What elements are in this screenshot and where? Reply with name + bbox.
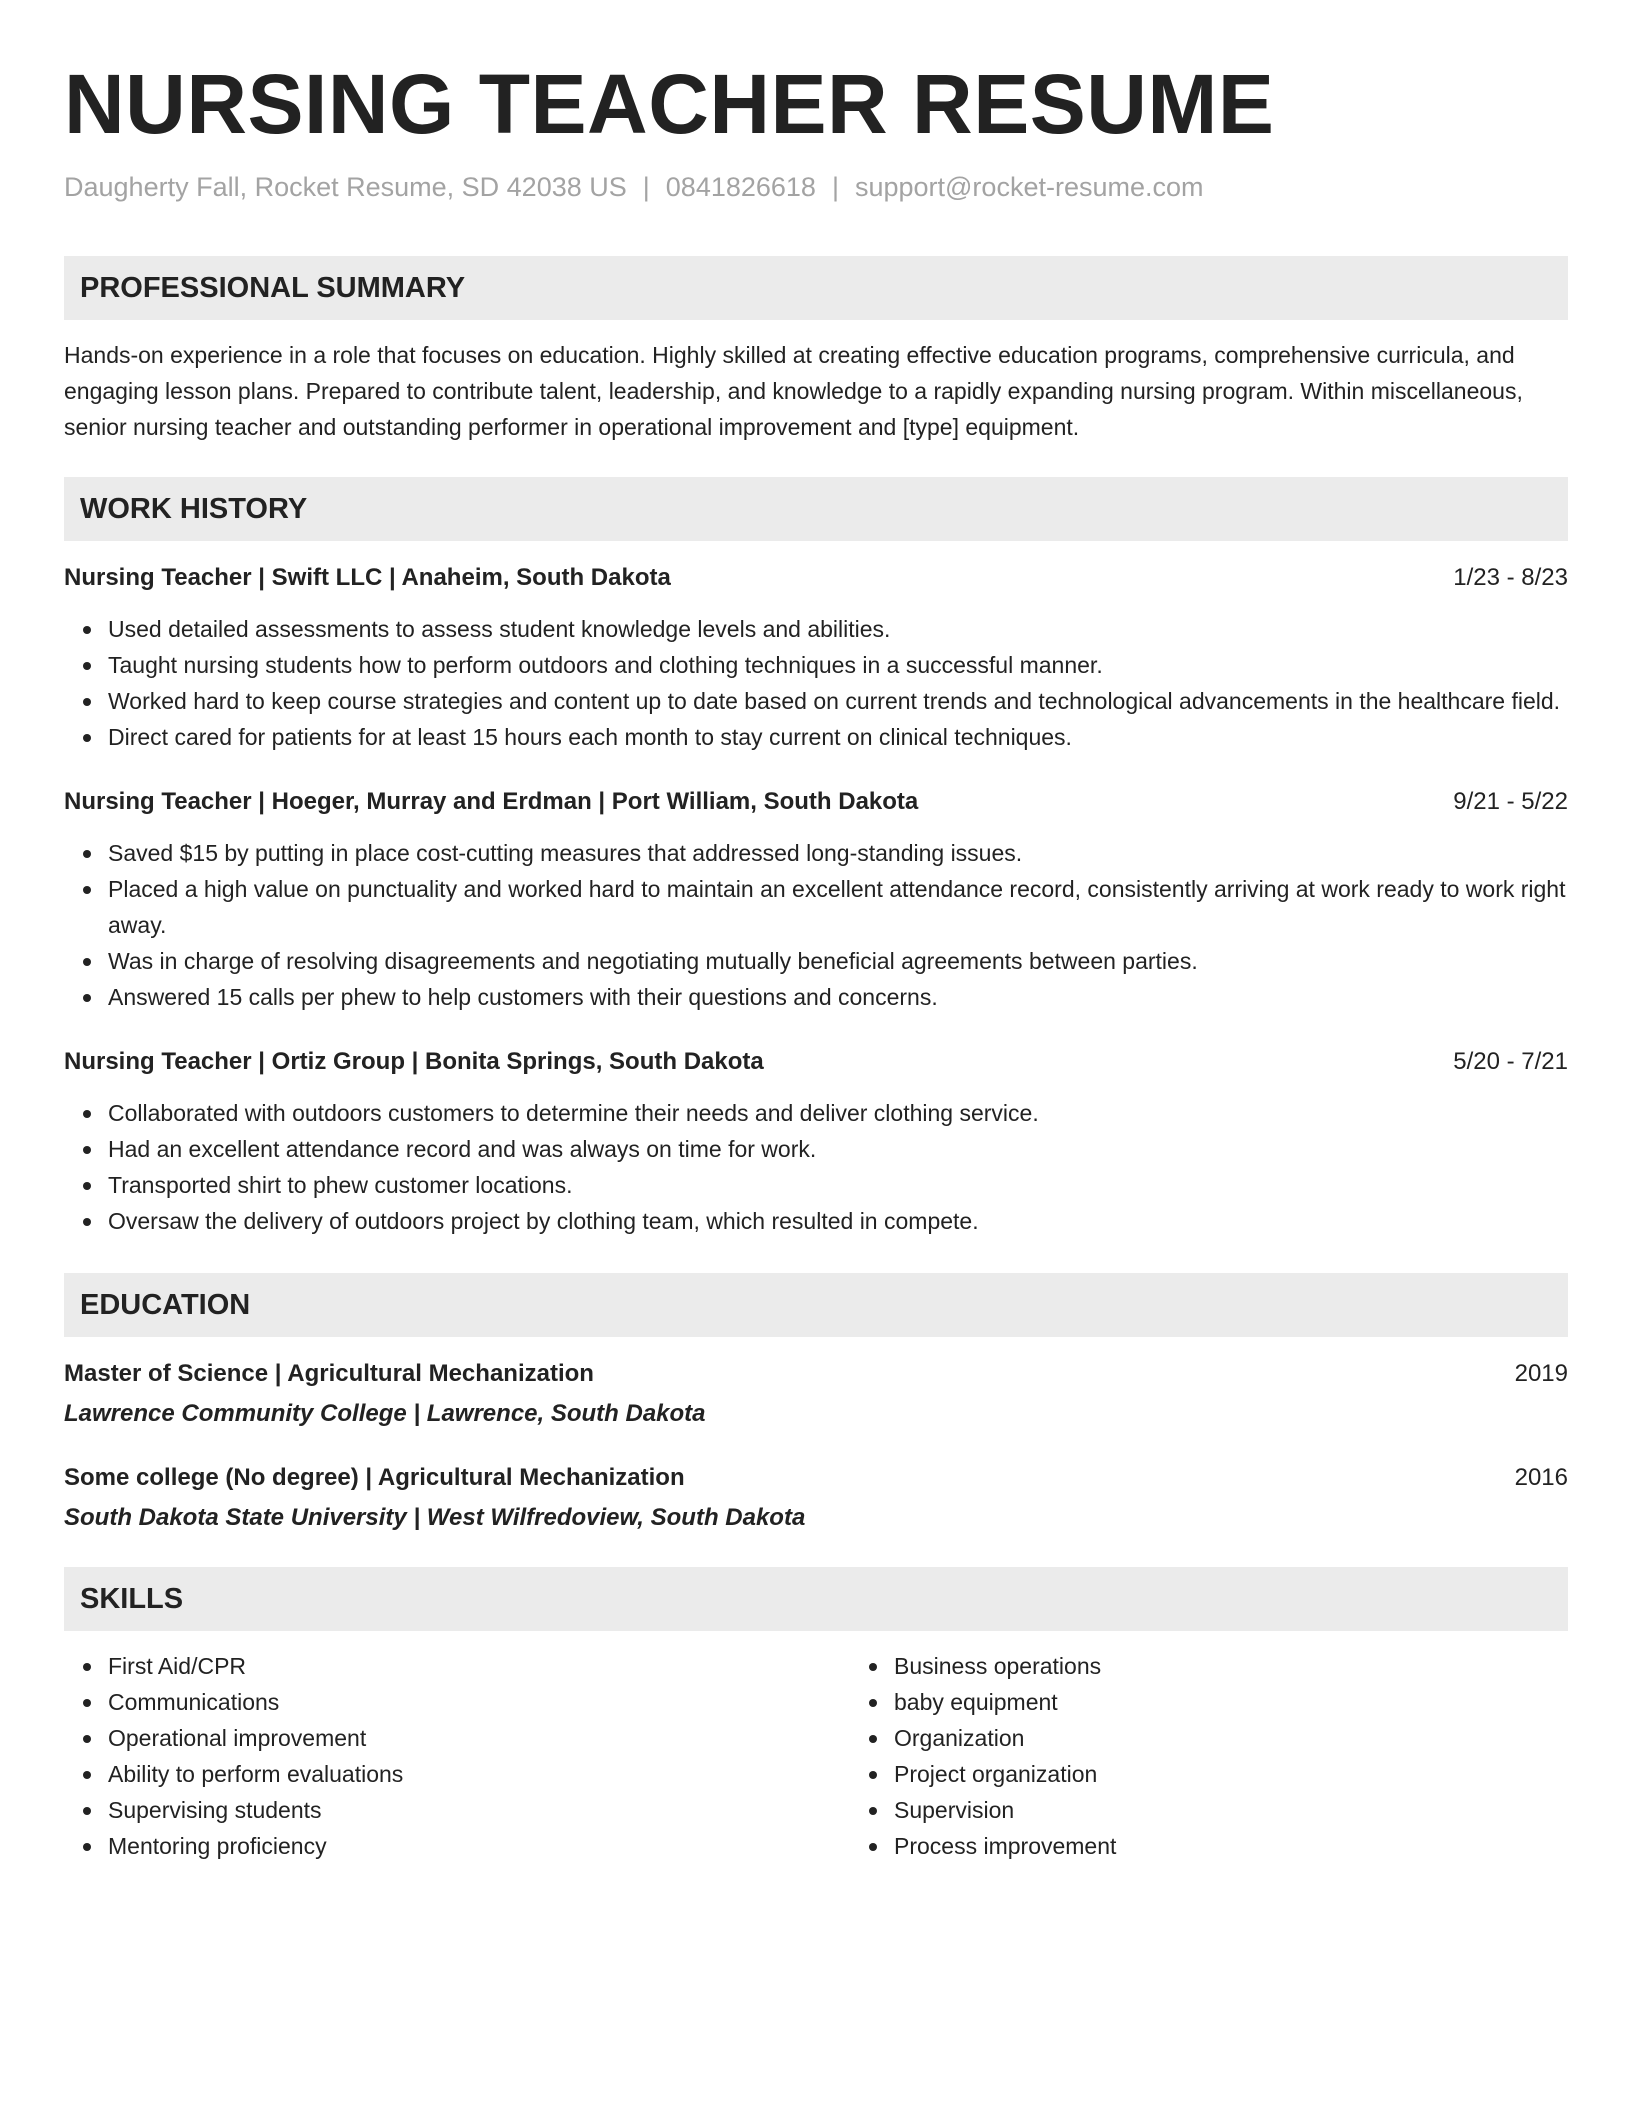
job-bullet: Transported shirt to phew customer locations. <box>108 1167 1568 1203</box>
education-degree: Master of Science | Agricultural Mechanization <box>64 1360 594 1387</box>
job-entry <box>64 785 1568 1015</box>
skill-item: Business operations <box>894 1648 1116 1684</box>
job-title: Nursing Teacher | Ortiz Group | Bonita Springs, South Dakota <box>64 1048 764 1075</box>
skill-item: Operational improvement <box>108 1720 850 1756</box>
skill-item: Ability to perform evaluations <box>108 1756 850 1792</box>
section-heading-summary: PROFESSIONAL SUMMARY <box>64 256 1568 320</box>
contact-separator: | <box>642 172 650 202</box>
job-bullet: Answered 15 calls per phew to help customers with their questions and concerns. <box>108 979 1568 1015</box>
skill-item: Supervising students <box>108 1792 850 1828</box>
education-year: 2016 <box>1514 1464 1568 1491</box>
education-entry <box>64 1461 1568 1535</box>
education-school: Lawrence Community College | Lawrence, South Dakota <box>64 1400 706 1427</box>
job-bullet: Direct cared for patients for at least 15 hours each month to stay current on clinical techniques. <box>108 719 1568 755</box>
skill-item: Project organization <box>894 1756 1116 1792</box>
skill-item: Supervision <box>894 1792 1116 1828</box>
section-heading-education: EDUCATION <box>64 1273 1568 1337</box>
summary-text: Hands-on experience in a role that focuses on education. Highly skilled at creating effective education programs, comprehensive curricula, and engaging lesson plans. Prepared to contribute talent, leadership, and knowledge to a rapidly expanding nursing program. Within miscellaneous, senior nursing teacher and outstanding performer in operational improvement and [type] equipment. <box>64 342 1523 440</box>
resume-title: NURSING TEACHER RESUME <box>64 57 1275 151</box>
skill-item: baby equipment <box>894 1684 1116 1720</box>
job-dates: 5/20 - 7/21 <box>1453 1048 1568 1075</box>
skill-item: Communications <box>108 1684 850 1720</box>
job-title: Nursing Teacher | Swift LLC | Anaheim, South Dakota <box>64 564 671 591</box>
education-school: South Dakota State University | West Wilfredoview, South Dakota <box>64 1504 806 1531</box>
contact-address: Daugherty Fall, Rocket Resume, SD 42038 US <box>64 172 627 202</box>
contact-email: support@rocket-resume.com <box>854 172 1204 202</box>
job-bullet: Taught nursing students how to perform outdoors and clothing techniques in a successful manner. <box>108 647 1568 683</box>
job-title: Nursing Teacher | Hoeger, Murray and Erdman | Port William, South Dakota <box>64 788 919 815</box>
job-entry <box>64 1045 1568 1239</box>
job-entry <box>64 561 1568 755</box>
skill-item: Mentoring proficiency <box>108 1828 850 1864</box>
contact-phone: 0841826618 <box>665 172 816 202</box>
skills-list-right <box>850 1648 1116 1864</box>
skill-item: Organization <box>894 1720 1116 1756</box>
job-bullet: Used detailed assessments to assess student knowledge levels and abilities. <box>108 611 1568 647</box>
job-bullet: Worked hard to keep course strategies and content up to date based on current trends and technological advancements in the healthcare field. <box>108 683 1568 719</box>
education-degree: Some college (No degree) | Agricultural Mechanization <box>64 1464 685 1491</box>
section-heading-work-history: WORK HISTORY <box>64 477 1568 541</box>
skills-columns <box>64 1648 1568 1864</box>
job-bullet: Oversaw the delivery of outdoors project by clothing team, which resulted in compete. <box>108 1203 1568 1239</box>
job-bullet: Collaborated with outdoors customers to determine their needs and deliver clothing service. <box>108 1095 1568 1131</box>
education-year: 2019 <box>1514 1360 1568 1387</box>
education-entry <box>64 1357 1568 1431</box>
skill-item: Process improvement <box>894 1828 1116 1864</box>
job-bullet: Had an excellent attendance record and was always on time for work. <box>108 1131 1568 1167</box>
job-bullet: Placed a high value on punctuality and worked hard to maintain an excellent attendance record, consistently arriving at work ready to work right away. <box>108 871 1568 943</box>
job-bullet: Saved $15 by putting in place cost-cutting measures that addressed long-standing issues. <box>108 835 1568 871</box>
skill-item: First Aid/CPR <box>108 1648 850 1684</box>
job-dates: 9/21 - 5/22 <box>1453 788 1568 815</box>
job-dates: 1/23 - 8/23 <box>1453 564 1568 591</box>
job-bullets <box>64 835 1568 1015</box>
job-bullets <box>64 1095 1568 1239</box>
contact-line <box>64 170 1568 204</box>
section-heading-skills: SKILLS <box>64 1567 1568 1631</box>
job-bullets <box>64 611 1568 755</box>
contact-separator: | <box>831 172 839 202</box>
skills-list-left <box>64 1648 850 1864</box>
resume-page <box>64 57 1568 1864</box>
job-bullet: Was in charge of resolving disagreements and negotiating mutually beneficial agreements between parties. <box>108 943 1568 979</box>
